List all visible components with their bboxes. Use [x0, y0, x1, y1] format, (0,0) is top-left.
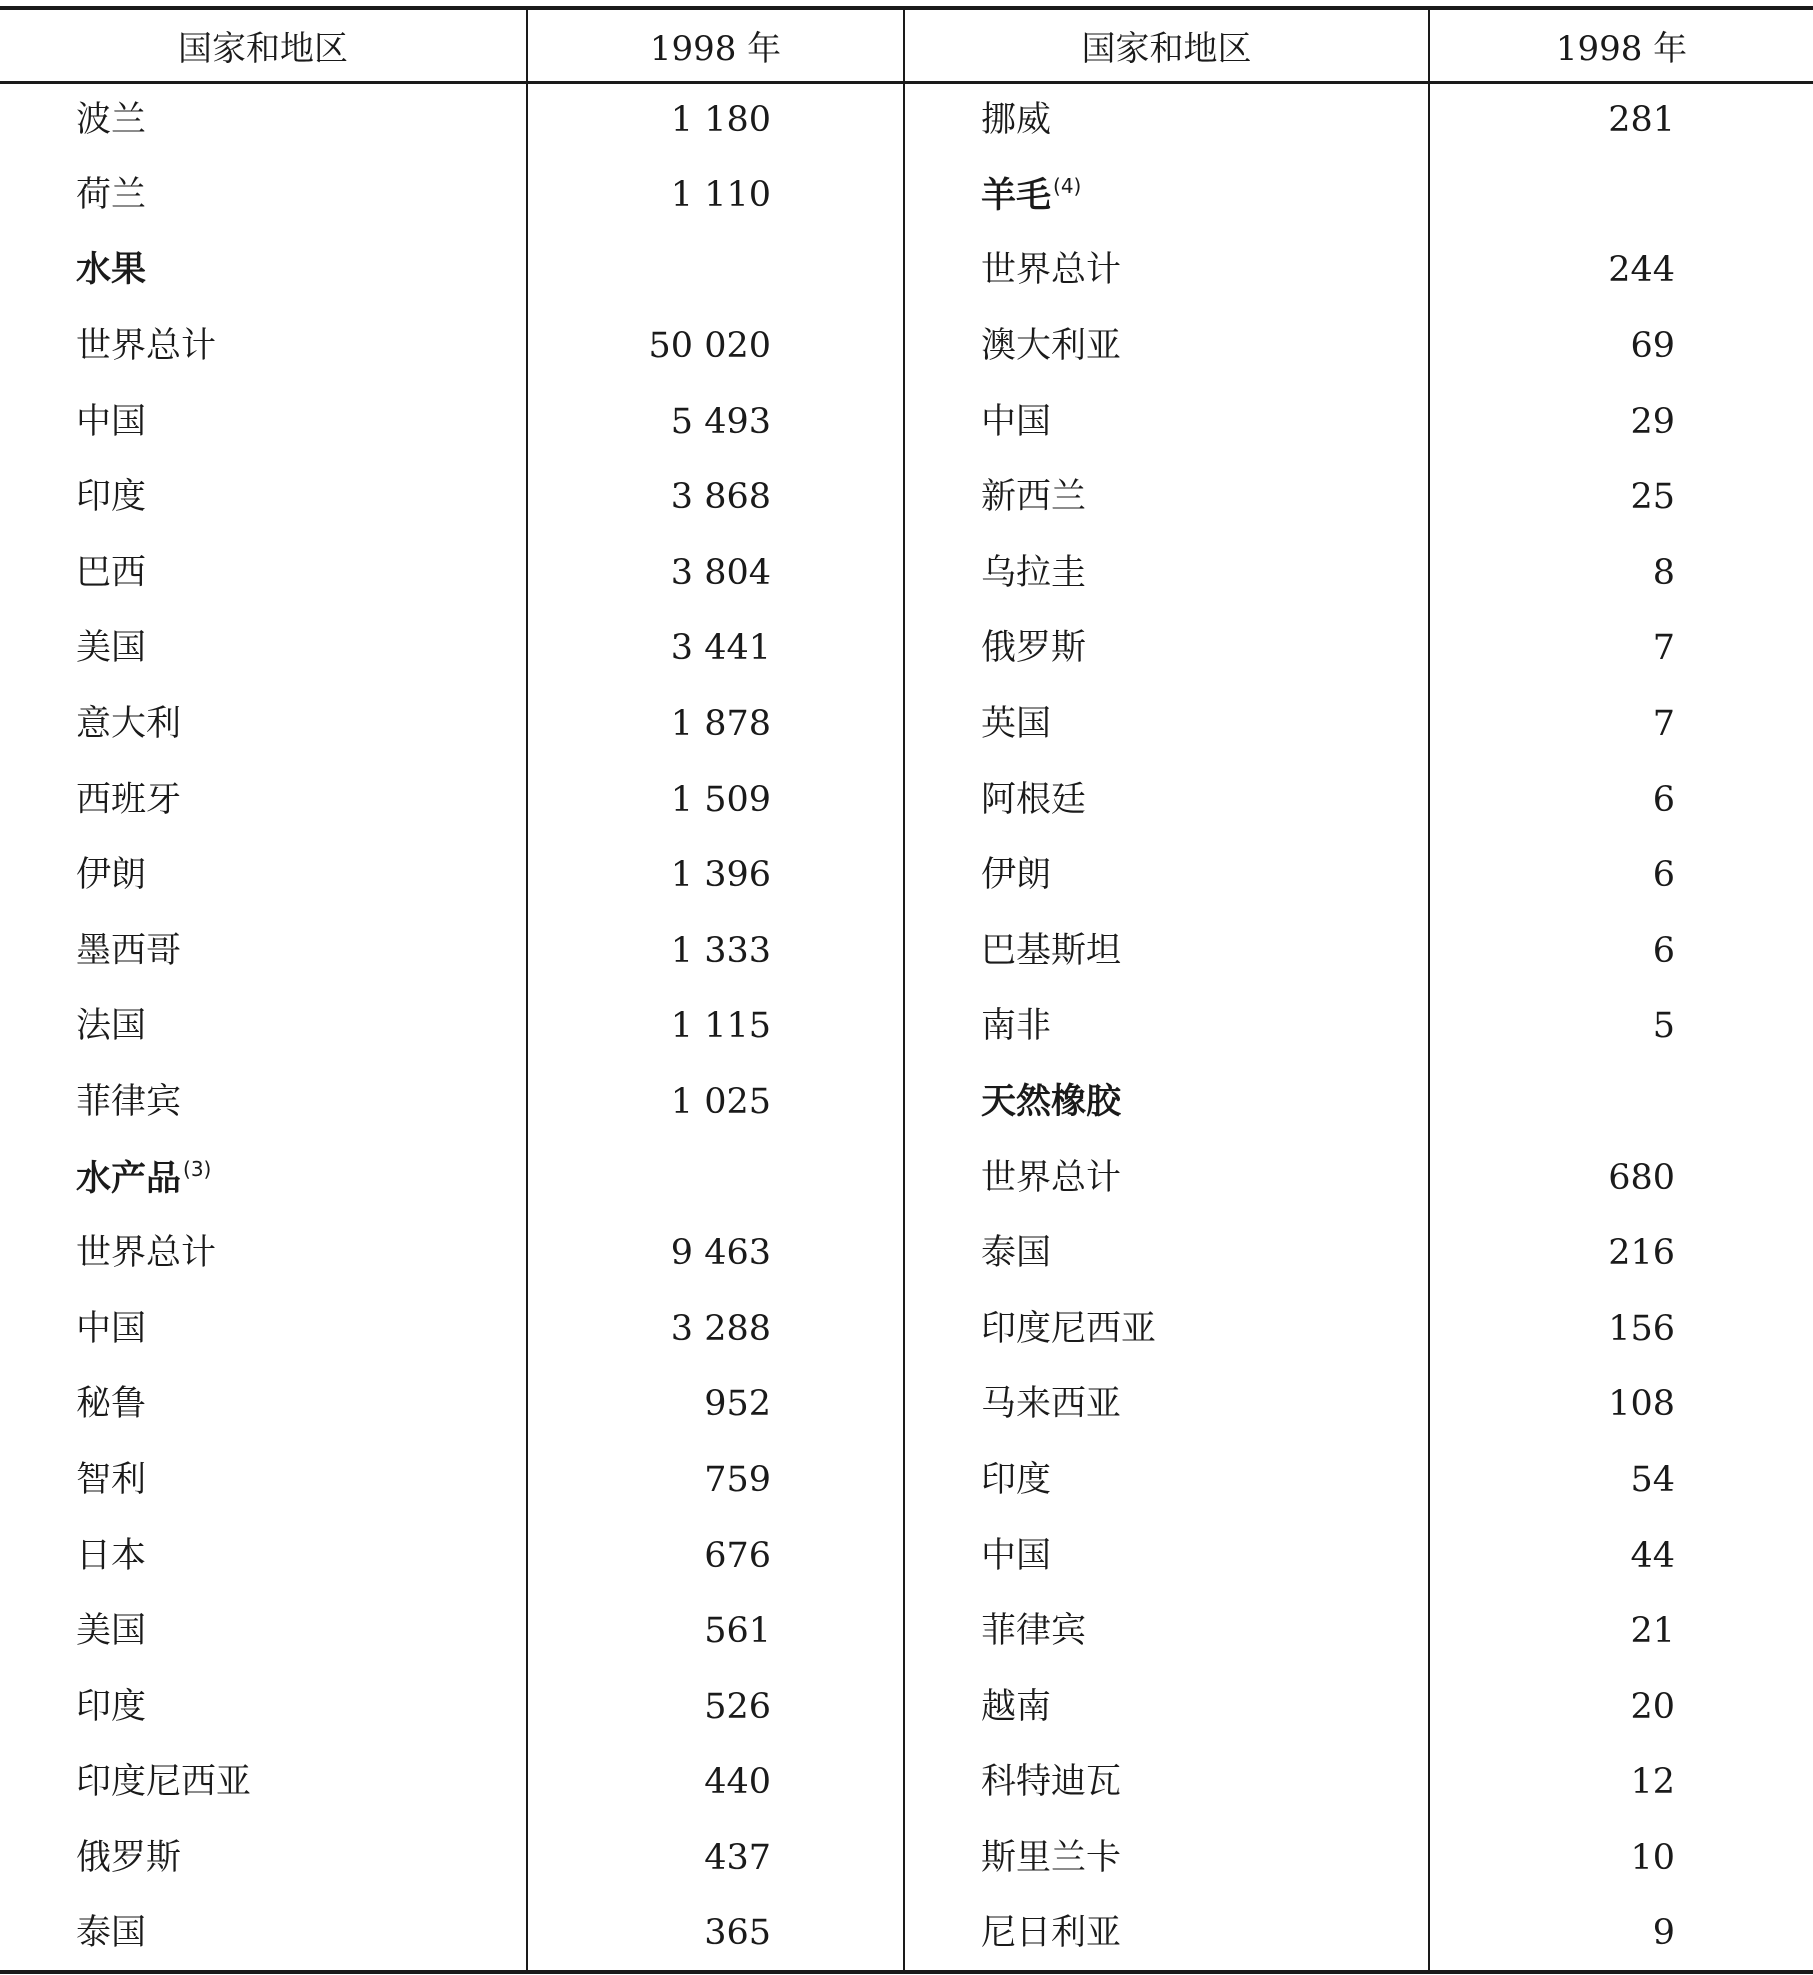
left-value-cell: 1 025 — [527, 1065, 904, 1141]
table-row — [0, 158, 1813, 234]
left-region-cell — [0, 914, 527, 990]
left-region-cell — [0, 1292, 527, 1368]
region-name: 中国 — [76, 401, 147, 442]
region-name: 菲律宾 — [981, 1611, 1087, 1652]
region-name: 澳大利亚 — [981, 326, 1122, 367]
right-value-cell: 10 — [1630, 1837, 1675, 1878]
right-region-cell — [904, 460, 1429, 536]
right-region-cell — [904, 1140, 1429, 1216]
table-row — [0, 536, 1813, 612]
region-name: 印度尼西亚 — [981, 1308, 1157, 1349]
right-value-cell — [1429, 1065, 1813, 1141]
left-value-cell: 365 — [527, 1896, 904, 1972]
region-name: 世界总计 — [981, 250, 1122, 291]
left-value-cell: 3 868 — [527, 460, 904, 536]
right-value-cell: 6 — [1652, 855, 1675, 896]
region-name: 法国 — [76, 1006, 147, 1047]
right-region-cell — [904, 1594, 1429, 1670]
left-region-cell — [0, 1140, 527, 1216]
region-name: 俄罗斯 — [76, 1837, 182, 1878]
left-value-cell: 9 463 — [527, 1216, 904, 1292]
table-row — [0, 384, 1813, 460]
table-row — [0, 309, 1813, 385]
right-region-cell — [904, 1518, 1429, 1594]
table-row — [0, 1065, 1813, 1141]
region-name: 挪威 — [981, 100, 1052, 141]
right-region-cell — [904, 989, 1429, 1065]
left-region-cell — [0, 1367, 527, 1443]
left-value-cell: 759 — [527, 1443, 904, 1519]
right-region-cell — [904, 158, 1429, 234]
right-value-cell: 12 — [1630, 1762, 1675, 1803]
region-name: 波兰 — [76, 100, 147, 141]
right-region-cell — [904, 82, 1429, 158]
left-region-cell — [0, 1216, 527, 1292]
header-region-left: 国家和地区 — [0, 8, 527, 82]
right-value-cell: 680 — [1608, 1157, 1675, 1198]
left-value-cell: 1 333 — [527, 914, 904, 990]
table-row — [0, 1745, 1813, 1821]
right-region-cell — [904, 838, 1429, 914]
region-name: 荷兰 — [76, 174, 147, 215]
region-name: 世界总计 — [76, 1233, 217, 1274]
left-region-cell — [0, 1594, 527, 1670]
region-name: 印度 — [76, 477, 147, 518]
left-value-cell — [527, 1140, 904, 1216]
right-region-cell — [904, 1367, 1429, 1443]
right-value-cell: 9 — [1652, 1912, 1675, 1953]
right-value-cell: 6 — [1652, 930, 1675, 971]
table-row — [0, 82, 1813, 158]
region-name: 中国 — [981, 1535, 1052, 1576]
right-value-cell: 21 — [1630, 1611, 1675, 1652]
region-name: 菲律宾 — [76, 1082, 182, 1123]
left-region-cell — [0, 611, 527, 687]
right-value-cell: 156 — [1608, 1308, 1675, 1349]
category-heading: 水产品 — [76, 1159, 182, 1200]
left-value-cell: 3 288 — [527, 1292, 904, 1368]
table-row — [0, 914, 1813, 990]
left-region-cell — [0, 158, 527, 234]
right-region-cell — [904, 762, 1429, 838]
left-value-cell: 440 — [527, 1745, 904, 1821]
right-region-cell — [904, 309, 1429, 385]
left-region-cell — [0, 460, 527, 536]
right-region-cell — [904, 1896, 1429, 1972]
left-region-cell — [0, 384, 527, 460]
table-row — [0, 611, 1813, 687]
left-value-cell: 5 493 — [527, 384, 904, 460]
right-value-cell: 5 — [1652, 1006, 1675, 1047]
table-row — [0, 1140, 1813, 1216]
right-value-cell: 244 — [1608, 250, 1675, 291]
right-region-cell — [904, 1443, 1429, 1519]
table-row — [0, 989, 1813, 1065]
table-row — [0, 1443, 1813, 1519]
left-region-cell — [0, 1065, 527, 1141]
left-value-cell: 1 115 — [527, 989, 904, 1065]
right-value-cell — [1429, 158, 1813, 234]
right-value-cell: 69 — [1630, 326, 1675, 367]
right-region-cell — [904, 687, 1429, 763]
left-region-cell — [0, 1745, 527, 1821]
table-row — [0, 1594, 1813, 1670]
left-region-cell — [0, 1518, 527, 1594]
left-value-cell: 3 804 — [527, 536, 904, 612]
right-region-cell — [904, 1065, 1429, 1141]
left-region-cell — [0, 687, 527, 763]
header-year-right: 1998 年 — [1429, 8, 1813, 82]
left-value-cell: 1 396 — [527, 838, 904, 914]
table-row — [0, 1821, 1813, 1897]
region-name: 新西兰 — [981, 477, 1087, 518]
region-name: 意大利 — [76, 704, 182, 745]
region-name: 俄罗斯 — [981, 628, 1087, 669]
right-value-cell: 7 — [1652, 704, 1675, 745]
left-value-cell: 526 — [527, 1669, 904, 1745]
right-value-cell: 29 — [1630, 401, 1675, 442]
left-region-cell — [0, 309, 527, 385]
right-value-cell: 108 — [1608, 1384, 1675, 1425]
table-row — [0, 762, 1813, 838]
table-row — [0, 1216, 1813, 1292]
region-name: 阿根廷 — [981, 779, 1087, 820]
right-value-cell: 216 — [1608, 1233, 1675, 1274]
footnote-marker: (4) — [1053, 174, 1082, 199]
statistics-table — [0, 6, 1813, 1974]
table-row — [0, 687, 1813, 763]
left-value-cell: 676 — [527, 1518, 904, 1594]
region-name: 世界总计 — [76, 326, 217, 367]
header-year-left: 1998 年 — [527, 8, 904, 82]
left-region-cell — [0, 762, 527, 838]
region-name: 美国 — [76, 628, 147, 669]
left-value-cell: 1 509 — [527, 762, 904, 838]
table-body — [0, 82, 1813, 1972]
left-value-cell: 561 — [527, 1594, 904, 1670]
left-region-cell — [0, 82, 527, 158]
right-value-cell: 54 — [1630, 1459, 1675, 1500]
left-value-cell: 437 — [527, 1821, 904, 1897]
right-region-cell — [904, 1745, 1429, 1821]
left-value-cell: 1 180 — [527, 82, 904, 158]
region-name: 越南 — [981, 1686, 1052, 1727]
region-name: 印度 — [76, 1686, 147, 1727]
table-header-row — [0, 8, 1813, 82]
right-region-cell — [904, 1669, 1429, 1745]
region-name: 马来西亚 — [981, 1384, 1122, 1425]
category-heading: 天然橡胶 — [981, 1082, 1122, 1123]
region-name: 世界总计 — [981, 1157, 1122, 1198]
right-value-cell: 8 — [1652, 552, 1675, 593]
left-value-cell: 1 110 — [527, 158, 904, 234]
table-row — [0, 1518, 1813, 1594]
region-name: 印度 — [981, 1459, 1052, 1500]
table-row — [0, 460, 1813, 536]
region-name: 尼日利亚 — [981, 1912, 1122, 1953]
region-name: 秘鲁 — [76, 1384, 147, 1425]
region-name: 伊朗 — [981, 855, 1052, 896]
left-region-cell — [0, 838, 527, 914]
region-name: 伊朗 — [76, 855, 147, 896]
right-region-cell — [904, 1292, 1429, 1368]
right-region-cell — [904, 233, 1429, 309]
region-name: 西班牙 — [76, 779, 182, 820]
right-value-cell: 6 — [1652, 779, 1675, 820]
region-name: 日本 — [76, 1535, 147, 1576]
region-name: 南非 — [981, 1006, 1052, 1047]
right-region-cell — [904, 1216, 1429, 1292]
left-value-cell: 3 441 — [527, 611, 904, 687]
right-region-cell — [904, 1821, 1429, 1897]
right-value-cell: 7 — [1652, 628, 1675, 669]
header-region-right: 国家和地区 — [904, 8, 1429, 82]
right-value-cell: 25 — [1630, 477, 1675, 518]
region-name: 斯里兰卡 — [981, 1837, 1122, 1878]
region-name: 泰国 — [76, 1912, 147, 1953]
left-value-cell — [527, 233, 904, 309]
right-region-cell — [904, 536, 1429, 612]
region-name: 中国 — [981, 401, 1052, 442]
table-row — [0, 233, 1813, 309]
table-row — [0, 1669, 1813, 1745]
left-value-cell: 50 020 — [527, 309, 904, 385]
region-name: 英国 — [981, 704, 1052, 745]
table-row — [0, 838, 1813, 914]
right-value-cell: 20 — [1630, 1686, 1675, 1727]
left-region-cell — [0, 1896, 527, 1972]
table-row — [0, 1367, 1813, 1443]
region-name: 印度尼西亚 — [76, 1762, 252, 1803]
right-value-cell: 44 — [1630, 1535, 1675, 1576]
region-name: 智利 — [76, 1459, 147, 1500]
region-name: 泰国 — [981, 1233, 1052, 1274]
left-region-cell — [0, 1443, 527, 1519]
region-name: 墨西哥 — [76, 930, 182, 971]
region-name: 巴基斯坦 — [981, 930, 1122, 971]
table-row — [0, 1896, 1813, 1972]
table-row — [0, 1292, 1813, 1368]
region-name: 巴西 — [76, 552, 147, 593]
region-name: 美国 — [76, 1611, 147, 1652]
left-value-cell: 952 — [527, 1367, 904, 1443]
region-name: 中国 — [76, 1308, 147, 1349]
left-region-cell — [0, 536, 527, 612]
category-heading: 羊毛 — [981, 176, 1052, 217]
right-value-cell: 281 — [1608, 100, 1675, 141]
region-name: 乌拉圭 — [981, 552, 1087, 593]
left-value-cell: 1 878 — [527, 687, 904, 763]
region-name: 科特迪瓦 — [981, 1762, 1122, 1803]
left-region-cell — [0, 989, 527, 1065]
right-region-cell — [904, 384, 1429, 460]
footnote-marker: (3) — [183, 1157, 212, 1182]
category-heading: 水果 — [76, 250, 147, 291]
left-region-cell — [0, 1821, 527, 1897]
right-region-cell — [904, 914, 1429, 990]
left-region-cell — [0, 1669, 527, 1745]
left-region-cell — [0, 233, 527, 309]
right-region-cell — [904, 611, 1429, 687]
